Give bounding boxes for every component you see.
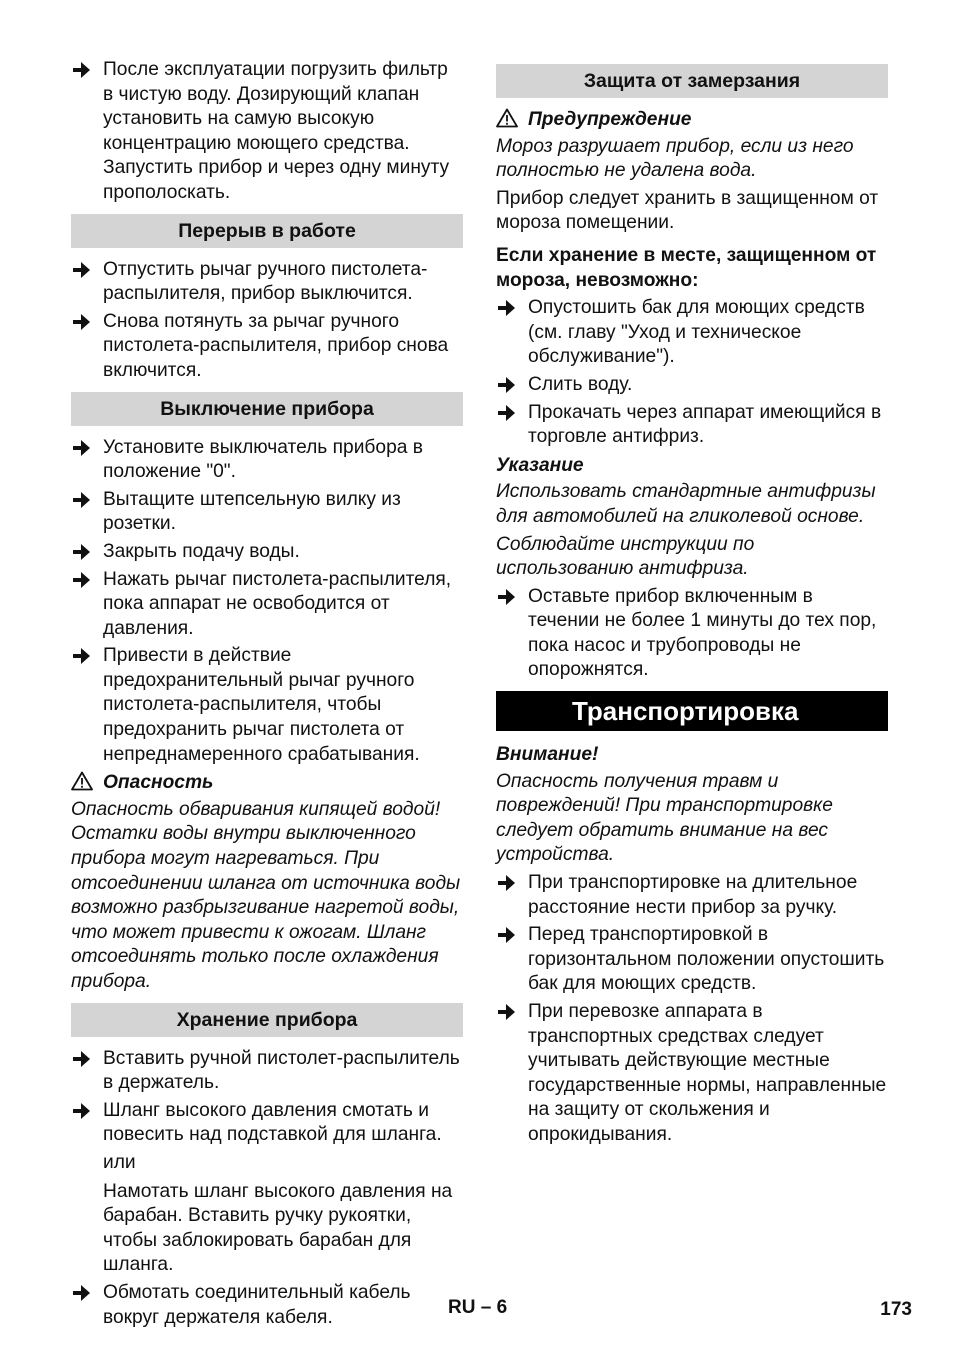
attention-heading: Внимание! [496, 744, 599, 766]
storage-alt-text: Намотать шланг высокого давления на барабан. Вставить ручку рукоятки, чтобы заблокировать барабан для шланга. [103, 1180, 453, 1276]
list-item: Опустошить бак для моющих средств (см. главу "Уход и техническое обслуживание"). [496, 296, 888, 370]
warning-heading: Предупреждение [496, 108, 888, 133]
list-item: После эксплуатации погрузить фильтр в чистую воду. Дозирующий клапан установить на самую высокую концентрацию моющего средства. Запустить прибор и через одну минуту прополоскать. [71, 58, 463, 206]
list-item: Привести в действие предохранительный рычаг ручного пистолета-распылителя, чтобы предохранить рычаг пистолета от непреднамеренного срабатывания. [71, 644, 463, 767]
arrow-right-icon [496, 374, 516, 396]
note-text: Соблюдайте инструкции по использованию антифриза. [496, 533, 755, 580]
list-item: Нажать рычаг пистолета-распылителя, пока аппарат не освободится от давления. [71, 568, 463, 642]
arrow-right-icon [496, 1001, 516, 1023]
frost-text: Прибор следует хранить в защищенном от мороза помещении. [496, 187, 879, 234]
danger-text: Опасность обваривания кипящей водой! Остатки воды внутри выключенного прибора могут нагреваться. При отсоединении шланга от источника воды возможно разбрызгивание нагретой воды, что может привести к ожогам. Шланг отсоединять только после охлаждения прибора. [71, 798, 461, 992]
frost-condition: Если хранение в месте, защищенном от мороза, невозможно: [496, 244, 877, 291]
danger-heading: Опасность [71, 771, 463, 796]
arrow-right-icon [496, 586, 516, 608]
arrow-right-icon [71, 1048, 91, 1070]
note-heading: Указание [496, 454, 584, 476]
arrow-right-icon [71, 1282, 91, 1304]
list-item: При перевозке аппарата в транспортных средствах следует учитывать действующие местные государственные нормы, направленные на защиту от скольжения и опрокидывания. [496, 1000, 888, 1148]
arrow-right-icon [71, 59, 91, 81]
section-heading-frost: Защита от замерзания [496, 64, 888, 98]
list-item: Вставить ручной пистолет-распылитель в держатель. [71, 1047, 463, 1096]
list-item: Прокачать через аппарат имеющийся в торговле антифриз. [496, 401, 888, 450]
section-heading-off: Выключение прибора [71, 392, 463, 426]
section-heading-break: Перерыв в работе [71, 214, 463, 248]
list-item: Перед транспортировкой в горизонтальном положении опустошить бак для моющих средств. [496, 923, 888, 997]
arrow-right-icon [496, 924, 516, 946]
list-item: Закрыть подачу воды. [71, 540, 463, 565]
arrow-right-icon [71, 489, 91, 511]
note-text: Использовать стандартные антифризы для автомобилей на гликолевой основе. [496, 481, 876, 527]
arrow-right-icon [71, 1100, 91, 1122]
list-item: Отпустить рычаг ручного пистолета-распылителя, прибор выключится. [71, 258, 463, 307]
arrow-right-icon [71, 645, 91, 667]
chapter-heading-transport: Транспортировка [496, 691, 888, 731]
warning-triangle-icon [496, 108, 518, 130]
arrow-right-icon [71, 259, 91, 281]
arrow-right-icon [71, 311, 91, 333]
arrow-right-icon [496, 872, 516, 894]
arrow-right-icon [71, 437, 91, 459]
warning-text: Мороз разрушает прибор, если из него полностью не удалена вода. [496, 135, 854, 182]
or-text: или [103, 1151, 136, 1173]
list-item: Обмотать соединительный кабель вокруг держателя кабеля. [71, 1281, 463, 1330]
section-heading-storage: Хранение прибора [71, 1003, 463, 1037]
arrow-right-icon [496, 297, 516, 319]
list-item: Оставьте прибор включенным в течении не более 1 минуты до тех пор, пока насос и трубопроводы не опорожнятся. [496, 585, 888, 683]
list-item: Шланг высокого давления смотать и повесить над подставкой для шланга. [71, 1099, 463, 1148]
list-item: Вытащите штепсельную вилку из розетки. [71, 488, 463, 537]
right-column [496, 58, 888, 1151]
arrow-right-icon [71, 569, 91, 591]
left-column [71, 58, 463, 1333]
arrow-right-icon [71, 541, 91, 563]
arrow-right-icon [496, 402, 516, 424]
page-number: 173 [880, 1299, 912, 1320]
footer-section-label: RU – 6 [448, 1297, 508, 1318]
list-item: При транспортировке на длительное расстояние нести прибор за ручку. [496, 871, 888, 920]
warning-triangle-icon [71, 771, 93, 793]
list-item: Установите выключатель прибора в положение "0". [71, 436, 463, 485]
list-item: Снова потянуть за рычаг ручного пистолета-распылителя, прибор снова включится. [71, 310, 463, 384]
attention-text: Опасность получения травм и повреждений! При транспортировке следует обратить внимание на вес устройства. [496, 770, 833, 866]
list-item: Слить воду. [496, 373, 888, 398]
